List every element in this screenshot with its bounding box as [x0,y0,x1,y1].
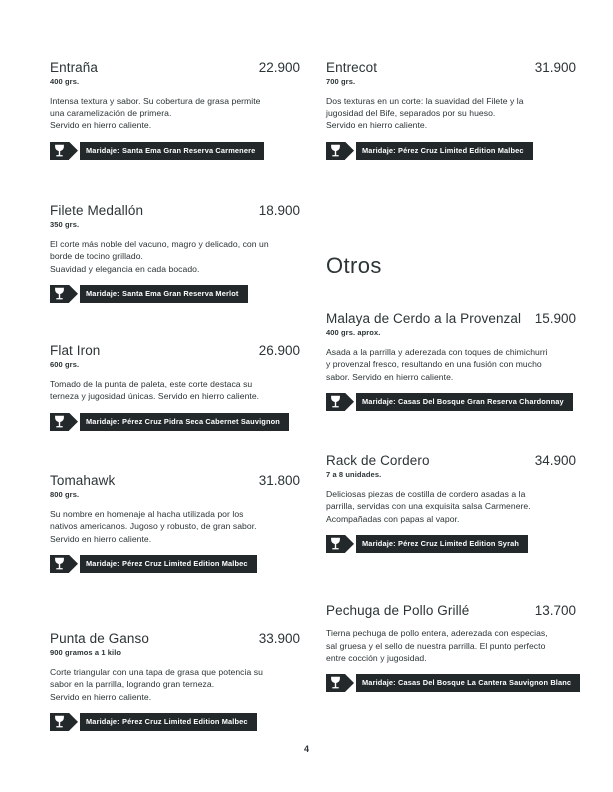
menu-item-head [326,603,576,618]
menu-item-description [326,627,576,664]
menu-item-description-line: Intensa textura y sabor. Su cobertura de grasa permite [50,96,261,106]
menu-item [50,60,300,162]
menu-item-name: Rack de Cordero [326,453,430,469]
pairing-badge [50,555,257,573]
menu-item-description-line: sabor en la parrilla, logrando gran terneza. [50,679,215,690]
pairing-chevron-icon [345,535,354,553]
menu-item-description [326,346,576,383]
menu-item-weight: 800 grs. [50,490,80,500]
menu-item-price: 31.800 [258,473,300,489]
menu-item-head [326,311,576,326]
menu-item-description-line: jugosidad del Bife, separados por su hueso. [326,108,496,119]
menu-item-description-line: Servido en hierro caliente. [50,533,152,544]
pairing-label: Maridaje: Pérez Cruz Pidra Seca Cabernet Sauvignon [80,413,289,431]
pairing-label: Maridaje: Casas Del Bosque Gran Reserva Chardonnay [356,393,573,411]
menu-item-description-line: Tomado de la punta de paleta, este corte destaca su [50,379,253,390]
menu-item [50,631,300,733]
pairing-badge [326,142,533,160]
menu-item-description-line: borde de tocino grillado. [50,251,143,262]
menu-item-weight: 900 gramos a 1 kilo [50,648,122,658]
menu-item-description [50,666,300,703]
section-heading-otros: Otros [326,253,382,279]
pairing-chevron-icon [69,413,78,431]
menu-column-right [326,60,576,694]
menu-item-head [326,60,576,75]
menu-item-name: Pechuga de Pollo Grillé [326,603,470,619]
pairing-label: Maridaje: Pérez Cruz Limited Edition Malbec [80,555,257,573]
menu-item-weight: 400 grs. aprox. [326,328,381,338]
pairing-badge [326,535,528,553]
menu-item-description-line: nativos americanos. Jugoso y robusto, de gran sabor. [50,521,257,532]
menu-item-description-line: Su nombre en homenaje al hacha utilizada por los [50,509,244,520]
menu-item-description-line: parrilla, servidas con una exquisita salsa Carmenere. [326,501,531,512]
menu-item-description [50,378,300,402]
menu-item [326,603,576,694]
wine-glass-icon [326,674,345,692]
menu-item-description-line: Servido en hierro caliente. [326,120,428,131]
pairing-chevron-icon [69,142,78,160]
menu-item-name: Malaya de Cerdo a la Provenzal [326,311,522,327]
menu-item-description-line: Suavidad y elegancia en cada bocado. [50,263,200,274]
wine-glass-icon [50,142,69,160]
menu-item [50,203,300,305]
wine-glass-icon [326,393,345,411]
pairing-label: Maridaje: Pérez Cruz Limited Edition Malbec [80,713,257,731]
pairing-badge [326,393,573,411]
menu-item-description [50,238,300,275]
wine-glass-icon [326,142,345,160]
pairing-chevron-icon [69,285,78,303]
menu-column-left [50,60,300,733]
menu-item-description-line: Tierna pechuga de pollo entera, aderezada con especias, [326,628,548,639]
menu-item-price: 26.900 [258,343,300,359]
menu-item-description [326,488,576,525]
menu-item-description-line: entre cocción y jugosidad. [326,652,427,663]
menu-item-price: 15.900 [534,311,576,327]
menu-item-weight: 400 grs. [50,77,80,86]
pairing-badge [326,674,580,692]
menu-item-price: 18.900 [258,203,300,219]
menu-item-price: 31.900 [534,60,576,75]
menu-item-description-line: terneza y jugosidad únicas. Servido en hierro caliente. [50,391,260,402]
menu-item [326,60,576,162]
menu-item-name: Punta de Ganso [50,631,149,647]
pairing-chevron-icon [345,674,354,692]
menu-item-name: Flat Iron [50,343,101,359]
menu-item-description-line: una caramelización de primera. [50,108,172,119]
menu-item-weight: 600 grs. [50,360,80,370]
menu-item-description-line: sal gruesa y el sello de nuestra parrilla. El punto perfecto [326,640,546,651]
menu-item-price: 34.900 [534,453,576,469]
menu-item-description-line: sabor. Servido en hierro caliente. [326,371,454,382]
pairing-label: Maridaje: Casas Del Bosque La Cantera Sauvignon Blanc [356,674,580,692]
wine-glass-icon [50,285,69,303]
menu-item-description-line: Dos texturas en un corte: la suavidad del Filete y la [326,96,524,106]
menu-item-description-line: Deliciosas piezas de costilla de cordero asadas a la [326,489,526,500]
menu-item-description [50,95,300,132]
menu-item-price: 13.700 [534,603,576,619]
menu-item-head [326,453,576,468]
menu-item-name: Tomahawk [50,473,116,489]
menu-item [50,473,300,575]
menu-item-name: Entraña [50,60,98,75]
page-number: 4 [303,744,309,754]
menu-item-description-line: Asada a la parrilla y aderezada con toques de chimichurri [326,347,548,358]
menu-item-description-line: Acompañadas con papas al vapor. [326,513,460,524]
menu-item-description-line: Servido en hierro caliente. [50,120,152,131]
menu-item-description [50,508,300,545]
menu-item-head [50,473,300,488]
pairing-chevron-icon [69,713,78,731]
pairing-badge [50,413,289,431]
pairing-label: Maridaje: Pérez Cruz Limited Edition Syrah [356,535,528,553]
wine-glass-icon [50,555,69,573]
pairing-chevron-icon [69,555,78,573]
menu-item-head [50,631,300,646]
menu-item-weight: 7 a 8 unidades. [326,470,382,480]
pairing-label: Maridaje: Santa Ema Gran Reserva Merlot [80,285,248,303]
pairing-label: Maridaje: Santa Ema Gran Reserva Carmenere [80,142,264,160]
menu-item-description [326,95,576,132]
menu-item-weight: 700 grs. [326,77,356,86]
pairing-badge [50,142,264,160]
menu-item-name: Filete Medallón [50,203,144,219]
menu-item-price: 33.900 [258,631,300,647]
pairing-chevron-icon [345,393,354,411]
menu-item-description-line: Servido en hierro caliente. [50,691,152,702]
menu-item-name: Entrecot [326,60,378,75]
menu-item-head [50,343,300,358]
pairing-badge [50,285,248,303]
menu-item [326,311,576,413]
menu-item [50,343,300,433]
pairing-badge [50,713,257,731]
wine-glass-icon [50,713,69,731]
pairing-chevron-icon [345,142,354,160]
menu-item-description-line: y provenzal fresco, resultando en una fusión con mucho [326,359,542,370]
menu-item-head [50,60,300,75]
menu-item-weight: 350 grs. [50,220,80,230]
menu-item-description-line: Corte triangular con una tapa de grasa que potencia su [50,667,263,678]
menu-item-description-line: El corte más noble del vacuno, magro y delicado, con un [50,239,269,250]
wine-glass-icon [50,413,69,431]
menu-item-head [50,203,300,218]
pairing-label: Maridaje: Pérez Cruz Limited Edition Malbec [356,142,533,160]
menu-item-price: 22.900 [258,60,300,75]
menu-item [326,453,576,555]
wine-glass-icon [326,535,345,553]
